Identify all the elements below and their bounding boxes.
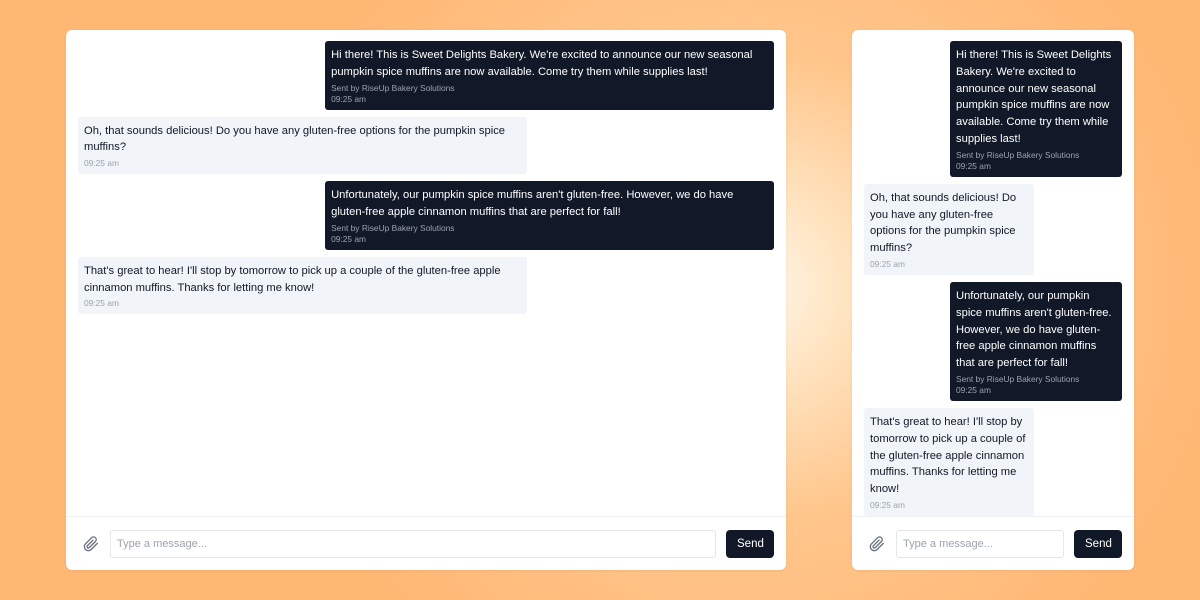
message-incoming	[864, 184, 1034, 275]
message-sender: Sent by RiseUp Bakery Solutions	[956, 373, 1080, 384]
message-input[interactable]	[896, 530, 1064, 558]
message-text: That's great to hear! I'll stop by tomorrow to pick up a couple of the gluten-free apple cinnamon muffins. Thanks for letting me know!	[84, 264, 501, 294]
message-time: 09:25 am	[331, 93, 367, 104]
send-button[interactable]: Send	[726, 530, 774, 558]
message-composer	[66, 516, 786, 570]
message-time: 09:25 am	[956, 384, 991, 395]
message-text: Unfortunately, our pumpkin spice muffins aren't gluten-free. However, we do have gluten-free apple cinnamon muffins that are perfect for fall!	[331, 189, 734, 218]
message-text: Hi there! This is Sweet Delights Bakery. We're excited to announce our new seasonal pumpkin spice muffins are now available. Come try them while supplies last!	[331, 49, 753, 78]
paperclip-icon[interactable]	[868, 535, 886, 553]
message-text: That's great to hear! I'll stop by tomorrow to pick up a couple of the gluten-free apple cinnamon muffins. Thanks for letting me know!	[870, 415, 1026, 496]
message-sender: Sent by RiseUp Bakery Solutions	[331, 82, 455, 93]
message-text: Oh, that sounds delicious! Do you have any gluten-free options for the pumpkin spice muffins?	[870, 191, 1017, 255]
message-list	[852, 30, 1134, 516]
message-text: Unfortunately, our pumpkin spice muffins aren't gluten-free. However, we do have gluten-free apple cinnamon muffins that are perfect for fall!	[956, 289, 1112, 370]
message-time: 09:25 am	[84, 158, 119, 169]
send-button[interactable]: Send	[1074, 530, 1122, 558]
message-outgoing	[950, 41, 1122, 177]
message-outgoing	[950, 282, 1122, 401]
message-time: 09:25 am	[331, 233, 367, 244]
message-time: 09:25 am	[870, 258, 905, 269]
message-incoming	[78, 257, 527, 315]
message-list	[66, 30, 786, 516]
chat-window-wide	[66, 30, 786, 570]
message-composer	[852, 516, 1134, 570]
paperclip-icon[interactable]	[82, 535, 100, 553]
chat-window-narrow	[852, 30, 1134, 570]
message-text: Oh, that sounds delicious! Do you have any gluten-free options for the pumpkin spice muffins?	[84, 124, 506, 154]
message-time: 09:25 am	[870, 499, 905, 510]
message-incoming	[864, 408, 1034, 516]
message-sender: Sent by RiseUp Bakery Solutions	[331, 222, 455, 233]
message-outgoing	[325, 181, 774, 250]
message-text: Hi there! This is Sweet Delights Bakery. We're excited to announce our new seasonal pumpkin spice muffins are now available. Come try them while supplies last!	[956, 49, 1112, 145]
message-time: 09:25 am	[956, 160, 991, 171]
message-incoming	[78, 117, 527, 175]
message-sender: Sent by RiseUp Bakery Solutions	[956, 149, 1080, 160]
message-input[interactable]	[110, 530, 716, 558]
message-time: 09:25 am	[84, 298, 119, 309]
message-outgoing	[325, 41, 774, 110]
